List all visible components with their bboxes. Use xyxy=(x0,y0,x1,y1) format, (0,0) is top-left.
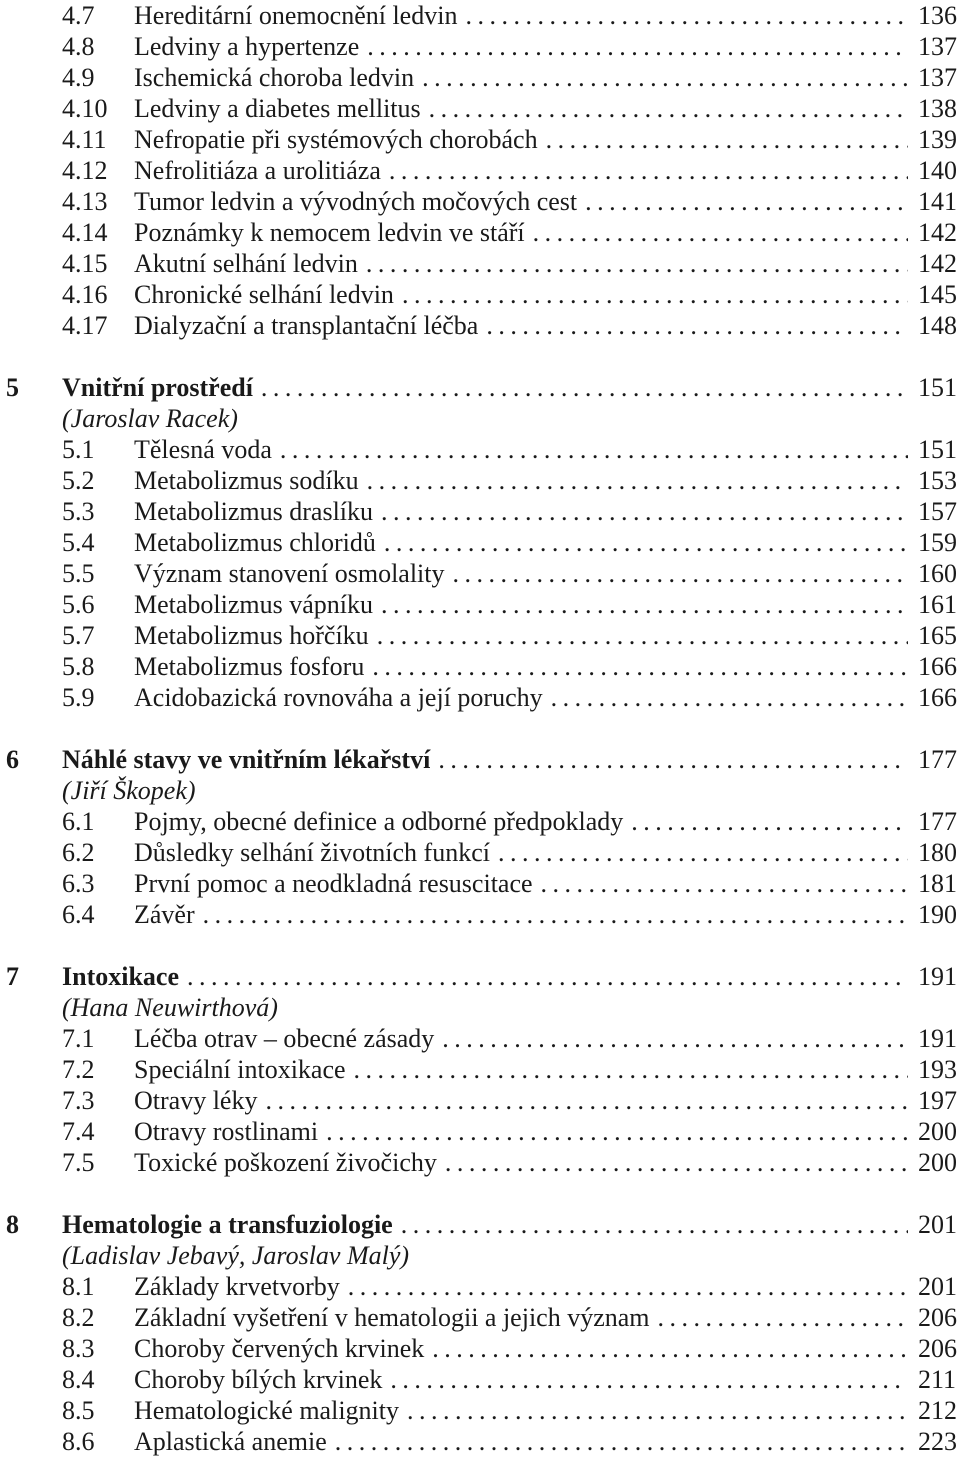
toc-entry[interactable] xyxy=(0,1054,956,1085)
dot-leader xyxy=(539,868,908,899)
entry-number: 6.1 xyxy=(62,807,95,836)
dot-leader xyxy=(405,1395,908,1426)
entry-page: 193 xyxy=(918,1055,957,1084)
entry-number: 5.3 xyxy=(62,497,95,526)
entry-number: 7.2 xyxy=(62,1055,95,1084)
entry-number: 4.16 xyxy=(62,280,108,309)
entry-number: 5.6 xyxy=(62,590,95,619)
entry-number: 6.4 xyxy=(62,900,95,929)
entry-page: 177 xyxy=(918,807,957,836)
chapter-author: (Jaroslav Racek) xyxy=(62,404,238,433)
toc-entry[interactable] xyxy=(0,434,956,465)
entry-number: 7.4 xyxy=(62,1117,95,1146)
entry-page: 157 xyxy=(918,497,957,526)
entry-page: 180 xyxy=(918,838,957,867)
toc-entry[interactable] xyxy=(0,620,956,651)
entry-page: 201 xyxy=(918,1272,957,1301)
chapter-title: Hematologie a transfuziologie xyxy=(62,1210,393,1239)
entry-title: Aplastická anemie xyxy=(134,1427,327,1456)
entry-title: Choroby bílých krvinek xyxy=(134,1365,383,1394)
toc-entry[interactable] xyxy=(0,1333,956,1364)
entry-title: Pojmy, obecné definice a odborné předpoklady xyxy=(134,807,624,836)
toc-entry[interactable] xyxy=(0,0,956,31)
entry-number: 4.17 xyxy=(62,311,108,340)
entry-page: 212 xyxy=(918,1396,957,1425)
entry-number: 6.3 xyxy=(62,869,95,898)
entry-title: Poznámky k nemocem ledvin ve stáří xyxy=(134,218,525,247)
dot-leader xyxy=(451,558,908,589)
entry-title: Choroby červených krvinek xyxy=(134,1334,425,1363)
entry-number: 5.2 xyxy=(62,466,95,495)
toc-entry[interactable] xyxy=(0,1271,956,1302)
entry-page: 200 xyxy=(918,1148,957,1177)
entry-number: 7.5 xyxy=(62,1148,95,1177)
entry-title: Otravy rostlinami xyxy=(134,1117,319,1146)
entry-title: Otravy léky xyxy=(134,1086,258,1115)
chapter-number: 7 xyxy=(6,962,19,991)
chapter-page: 151 xyxy=(918,373,957,402)
entry-title: Toxické poškození živočichy xyxy=(134,1148,437,1177)
entry-page: 139 xyxy=(918,125,957,154)
entry-page: 148 xyxy=(918,311,957,340)
toc-entry[interactable] xyxy=(0,155,956,186)
entry-page: 138 xyxy=(918,94,957,123)
toc-entry[interactable] xyxy=(0,527,956,558)
dot-leader xyxy=(365,31,908,62)
entry-number: 4.8 xyxy=(62,32,95,61)
entry-title: Metabolizmus chloridů xyxy=(134,528,376,557)
toc-entry[interactable] xyxy=(0,1023,956,1054)
entry-page: 159 xyxy=(918,528,957,557)
entry-title: Metabolizmus hořčíku xyxy=(134,621,369,650)
entry-number: 5.4 xyxy=(62,528,95,557)
entry-number: 4.11 xyxy=(62,125,107,154)
dot-leader xyxy=(382,527,908,558)
entry-page: 181 xyxy=(918,869,957,898)
entry-number: 4.10 xyxy=(62,94,108,123)
entry-page: 161 xyxy=(918,590,957,619)
dot-leader xyxy=(263,1085,908,1116)
toc-entry[interactable] xyxy=(0,248,956,279)
entry-title: Chronické selhání ledvin xyxy=(134,280,394,309)
entry-page: 151 xyxy=(918,435,957,464)
entry-page: 200 xyxy=(918,1117,957,1146)
entry-number: 8.5 xyxy=(62,1396,95,1425)
entry-page: 137 xyxy=(918,32,957,61)
dot-leader xyxy=(549,682,908,713)
dot-leader xyxy=(352,1054,908,1085)
dot-leader xyxy=(370,651,908,682)
entry-number: 5.9 xyxy=(62,683,95,712)
entry-title: Závěr xyxy=(134,900,195,929)
dot-leader xyxy=(463,0,908,31)
dot-leader xyxy=(278,434,908,465)
toc-entry[interactable] xyxy=(0,806,956,837)
entry-title: Dialyzační a transplantační léčba xyxy=(134,311,479,340)
entry-page: 206 xyxy=(918,1334,957,1363)
toc-chapter[interactable] xyxy=(0,744,956,775)
chapter-author: (Ladislav Jebavý, Jaroslav Malý) xyxy=(62,1241,410,1270)
dot-leader xyxy=(379,589,908,620)
toc-entry[interactable] xyxy=(0,651,956,682)
chapter-author: (Jiří Škopek) xyxy=(62,776,196,805)
dot-leader xyxy=(420,62,908,93)
entry-page: 166 xyxy=(918,652,957,681)
entry-number: 5.7 xyxy=(62,621,95,650)
chapter-page: 201 xyxy=(918,1210,957,1239)
entry-title: Ledviny a diabetes mellitus xyxy=(134,94,421,123)
dot-leader xyxy=(365,465,908,496)
toc-entry[interactable] xyxy=(0,310,956,341)
entry-title: Metabolizmus vápníku xyxy=(134,590,374,619)
entry-title: Ischemická choroba ledvin xyxy=(134,63,415,92)
entry-page: 191 xyxy=(918,1024,957,1053)
toc-chapter[interactable] xyxy=(0,961,956,992)
toc-entry[interactable] xyxy=(0,1116,956,1147)
entry-title: Metabolizmus fosforu xyxy=(134,652,365,681)
dot-leader xyxy=(531,217,908,248)
entry-title: Tělesná voda xyxy=(134,435,272,464)
toc-entry[interactable] xyxy=(0,465,956,496)
dot-leader xyxy=(629,806,908,837)
dot-leader xyxy=(185,961,908,992)
dot-leader xyxy=(656,1302,908,1333)
dot-leader xyxy=(583,186,908,217)
entry-title: Význam stanovení osmolality xyxy=(134,559,445,588)
entry-title: Ledviny a hypertenze xyxy=(134,32,360,61)
entry-page: 166 xyxy=(918,683,957,712)
entry-number: 4.9 xyxy=(62,63,95,92)
chapter-number: 8 xyxy=(6,1210,19,1239)
entry-number: 4.13 xyxy=(62,187,108,216)
entry-number: 5.5 xyxy=(62,559,95,588)
entry-page: 160 xyxy=(918,559,957,588)
toc-entry[interactable] xyxy=(0,1426,956,1457)
entry-page: 211 xyxy=(918,1365,957,1394)
chapter-author: (Hana Neuwirthová) xyxy=(62,993,278,1022)
entry-title: Speciální intoxikace xyxy=(134,1055,346,1084)
entry-title: Tumor ledvin a vývodných močových cest xyxy=(134,187,578,216)
dot-leader xyxy=(399,1209,908,1240)
chapter-number: 5 xyxy=(6,373,19,402)
toc-entry[interactable] xyxy=(0,93,956,124)
entry-title: Nefropatie při systémových chorobách xyxy=(134,125,538,154)
dot-leader xyxy=(387,155,908,186)
entry-page: 140 xyxy=(918,156,957,185)
entry-page: 206 xyxy=(918,1303,957,1332)
dot-leader xyxy=(388,1364,908,1395)
entry-number: 6.2 xyxy=(62,838,95,867)
entry-title: Základy krvetvorby xyxy=(134,1272,340,1301)
toc-entry[interactable] xyxy=(0,31,956,62)
entry-page: 142 xyxy=(918,249,957,278)
dot-leader xyxy=(333,1426,908,1457)
dot-leader xyxy=(436,744,908,775)
dot-leader xyxy=(324,1116,908,1147)
entry-title: Akutní selhání ledvin xyxy=(134,249,358,278)
chapter-page: 177 xyxy=(918,745,957,774)
entry-page: 145 xyxy=(918,280,957,309)
chapter-number: 6 xyxy=(6,745,19,774)
chapter-page: 191 xyxy=(918,962,957,991)
entry-page: 190 xyxy=(918,900,957,929)
entry-number: 4.14 xyxy=(62,218,108,247)
chapter-title: Náhlé stavy ve vnitřním lékařství xyxy=(62,745,431,774)
dot-leader xyxy=(430,1333,908,1364)
dot-leader xyxy=(201,899,908,930)
toc-entry[interactable] xyxy=(0,899,956,930)
entry-number: 8.6 xyxy=(62,1427,95,1456)
entry-title: Acidobazická rovnováha a její poruchy xyxy=(134,683,543,712)
dot-leader xyxy=(346,1271,908,1302)
dot-leader xyxy=(496,837,908,868)
toc-entry[interactable] xyxy=(0,124,956,155)
entry-page: 197 xyxy=(918,1086,957,1115)
toc-entry[interactable] xyxy=(0,868,956,899)
entry-title: Metabolizmus draslíku xyxy=(134,497,374,526)
toc-entry[interactable] xyxy=(0,62,956,93)
entry-number: 4.12 xyxy=(62,156,108,185)
toc-entry[interactable] xyxy=(0,589,956,620)
toc-entry[interactable] xyxy=(0,1395,956,1426)
dot-leader xyxy=(484,310,908,341)
dot-leader xyxy=(375,620,908,651)
entry-number: 8.2 xyxy=(62,1303,95,1332)
entry-title: Základní vyšetření v hematologii a jejich význam xyxy=(134,1303,650,1332)
toc-entry[interactable] xyxy=(0,217,956,248)
entry-title: Nefrolitiáza a urolitiáza xyxy=(134,156,381,185)
dot-leader xyxy=(259,372,908,403)
entry-page: 165 xyxy=(918,621,957,650)
entry-page: 153 xyxy=(918,466,957,495)
toc-chapter[interactable] xyxy=(0,372,956,403)
toc-entry[interactable] xyxy=(0,186,956,217)
entry-number: 8.4 xyxy=(62,1365,95,1394)
toc-entry[interactable] xyxy=(0,837,956,868)
toc-entry[interactable] xyxy=(0,558,956,589)
dot-leader xyxy=(400,279,908,310)
entry-number: 4.7 xyxy=(62,1,95,30)
entry-page: 142 xyxy=(918,218,957,247)
entry-number: 7.3 xyxy=(62,1086,95,1115)
dot-leader xyxy=(544,124,908,155)
entry-number: 5.8 xyxy=(62,652,95,681)
entry-number: 7.1 xyxy=(62,1024,95,1053)
chapter-title: Intoxikace xyxy=(62,962,179,991)
entry-title: Hereditární onemocnění ledvin xyxy=(134,1,458,30)
toc-entry[interactable] xyxy=(0,682,956,713)
entry-title: Metabolizmus sodíku xyxy=(134,466,359,495)
entry-number: 8.1 xyxy=(62,1272,95,1301)
dot-leader xyxy=(443,1147,908,1178)
toc-entry[interactable] xyxy=(0,279,956,310)
toc-entry[interactable] xyxy=(0,496,956,527)
toc-entry[interactable] xyxy=(0,1302,956,1333)
dot-leader xyxy=(427,93,908,124)
entry-page: 141 xyxy=(918,187,957,216)
entry-number: 5.1 xyxy=(62,435,95,464)
entry-title: První pomoc a neodkladná resuscitace xyxy=(134,869,533,898)
entry-page: 223 xyxy=(918,1427,957,1456)
entry-title: Důsledky selhání životních funkcí xyxy=(134,838,490,867)
entry-number: 4.15 xyxy=(62,249,108,278)
entry-number: 8.3 xyxy=(62,1334,95,1363)
entry-title: Hematologické malignity xyxy=(134,1396,399,1425)
dot-leader xyxy=(440,1023,908,1054)
entry-title: Léčba otrav – obecné zásady xyxy=(134,1024,435,1053)
entry-page: 137 xyxy=(918,63,957,92)
toc-entry[interactable] xyxy=(0,1364,956,1395)
chapter-title: Vnitřní prostředí xyxy=(62,373,253,402)
toc-entry[interactable] xyxy=(0,1147,956,1178)
dot-leader xyxy=(379,496,908,527)
toc-chapter[interactable] xyxy=(0,1209,956,1240)
dot-leader xyxy=(364,248,908,279)
entry-page: 136 xyxy=(918,1,957,30)
toc-entry[interactable] xyxy=(0,1085,956,1116)
